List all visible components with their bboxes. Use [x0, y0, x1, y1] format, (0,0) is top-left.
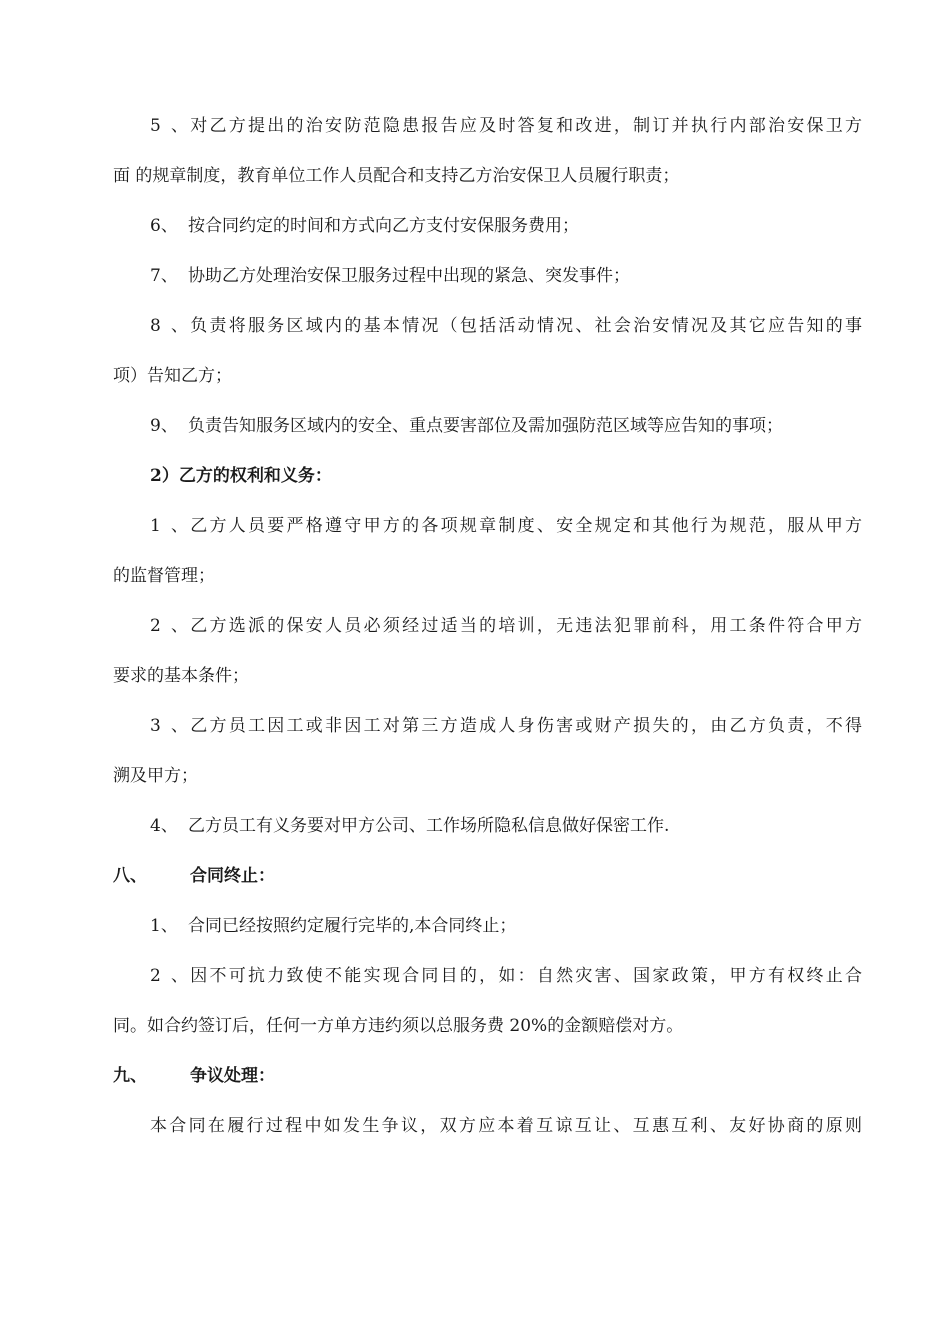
party-b-heading: 2）乙方的权利和义务：: [150, 466, 332, 486]
item-b2-line1: 2、乙方选派的保安人员必须经过适当的培训，无违法犯罪前科，用工条件符合甲方: [150, 616, 862, 636]
item-a7: 7、 协助乙方处理治安保卫服务过程中出现的紧急、突发事件；: [150, 266, 630, 286]
item-a8-line2: 项）告知乙方；: [113, 366, 232, 386]
item-a5-line1: 5、对乙方提出的治安防范隐患报告应及时答复和改进，制订并执行内部治安保卫方: [150, 116, 862, 136]
item-b3-line1: 3、乙方员工因工或非因工对第三方造成人身伤害或财产损失的，由乙方负责，不得: [150, 716, 862, 736]
item-b4: 4、 乙方员工有义务要对甲方公司、工作场所隐私信息做好保密工作.: [150, 816, 670, 836]
item-s8-1: 1、 合同已经按照约定履行完毕的,本合同终止；: [150, 916, 517, 936]
item-b2-line2: 要求的基本条件；: [113, 666, 249, 686]
item-s8-2-line2: 同。如合约签订后，任何一方单方违约须以总服务费 20%的金额赔偿对方。: [113, 1016, 684, 1036]
section-9-heading: 九、 争议处理：: [113, 1066, 275, 1086]
section-9-text: 本合同在履行过程中如发生争议，双方应本着互谅互让、互惠互利、友好协商的原则: [150, 1116, 862, 1136]
item-a9: 9、 负责告知服务区域内的安全、重点要害部位及需加强防范区域等应告知的事项；: [150, 416, 783, 436]
item-s8-2-line1: 2、因不可抗力致使不能实现合同目的，如：自然灾害、国家政策，甲方有权终止合: [150, 966, 862, 986]
item-a5-line2: 面 的规章制度，教育单位工作人员配合和支持乙方治安保卫人员履行职责；: [113, 166, 680, 186]
item-b3-line2: 溯及甲方；: [113, 766, 198, 786]
item-b1-line2: 的监督管理；: [113, 566, 215, 586]
section-8-heading: 八、 合同终止：: [113, 866, 275, 886]
item-b1-line1: 1、乙方人员要严格遵守甲方的各项规章制度、安全规定和其他行为规范，服从甲方: [150, 516, 862, 536]
item-a8-line1: 8、负责将服务区域内的基本情况（包括活动情况、社会治安情况及其它应告知的事: [150, 316, 862, 336]
item-a6: 6、 按合同约定的时间和方式向乙方支付安保服务费用；: [150, 216, 579, 236]
